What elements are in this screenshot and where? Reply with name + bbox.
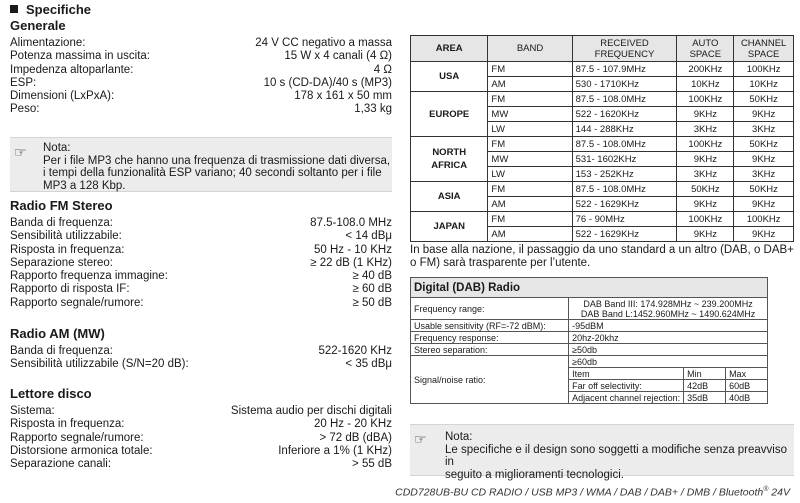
table-row: [411, 137, 794, 152]
spec-row: [10, 418, 392, 431]
spec-list: [10, 405, 392, 471]
section-title: Lettore disco: [10, 386, 92, 401]
subrow-min: 42dB: [684, 380, 726, 392]
section-lettore-disco: [10, 386, 392, 471]
spec-row: [10, 405, 392, 418]
spec-row: [10, 283, 392, 296]
spec-list: [10, 37, 392, 117]
dab-value: DAB Band III: 174.928MHz ~ 239.200MHz DAB Band L:1452.960MHz ~ 1490.624MHz: [569, 298, 768, 320]
header-band: BAND: [488, 36, 572, 62]
dab-spec-table: [410, 277, 768, 404]
spec-row: [10, 270, 392, 283]
table-row: [411, 62, 794, 77]
spec-label: ESP:: [10, 76, 37, 89]
spec-value: ≥ 40 dB: [352, 270, 392, 283]
auto-cell: 100KHz: [677, 92, 734, 107]
dab-label: Frequency range:: [411, 298, 569, 320]
spec-value: Inferiore a 1% (1 KHz): [278, 444, 392, 457]
freq-cell: 522 - 1620KHz: [572, 107, 677, 122]
spec-row: [10, 64, 392, 77]
spec-value: 20 Hz - 20 KHz: [314, 418, 392, 431]
freq-cell: 153 - 252KHz: [572, 167, 677, 182]
freq-cell: 76 - 90MHz: [572, 212, 677, 227]
spec-row: [10, 103, 392, 116]
auto-cell: 9KHz: [677, 227, 734, 242]
dab-label: Frequency response:: [411, 332, 569, 344]
header-auto-space: AUTO SPACE: [677, 36, 734, 62]
band-cell: AM: [488, 197, 572, 212]
chan-cell: 9KHz: [734, 197, 794, 212]
spec-label: Dimensioni (LxPxA):: [10, 90, 115, 103]
spec-list: [10, 217, 392, 310]
spec-row: [10, 217, 392, 230]
band-cell: LW: [488, 167, 572, 182]
dab-label: Signal/noise ratio:: [411, 356, 569, 404]
note-line: Le specifiche e il design sono soggetti a modifiche senza preavviso in: [445, 443, 788, 468]
spec-label: Rapporto frequenza immagine:: [10, 270, 168, 283]
table-row: [411, 182, 794, 197]
spec-value: ≥ 22 dB (1 KHz): [310, 256, 392, 269]
spec-label: Risposta in frequenza:: [10, 418, 125, 431]
chan-cell: 50KHz: [734, 92, 794, 107]
spec-label: Rapporto segnale/rumore:: [10, 431, 144, 444]
auto-cell: 100KHz: [677, 212, 734, 227]
auto-cell: 200KHz: [677, 62, 734, 77]
area-cell: NORTH AFRICA: [411, 137, 488, 182]
bullet-square-icon: [10, 5, 18, 13]
note-label: Nota:: [43, 142, 71, 154]
spec-row: [10, 297, 392, 310]
note-box: [410, 424, 794, 481]
area-note-text: In base alla nazione, il passaggio da uno standard a un altro (DAB, o DAB+ o FM) sarà trasparente per l’utente.: [410, 244, 794, 269]
subrow-max: 60dB: [726, 380, 768, 392]
dab-label: Usable sensitivity (RF=-72 dBM):: [411, 320, 569, 332]
pointing-hand-icon: ☞: [414, 431, 427, 447]
chan-cell: 50KHz: [734, 137, 794, 152]
table-row: [411, 212, 794, 227]
note-line: MP3 a 128 Kbp.: [43, 179, 126, 192]
spec-label: Banda di frequenza:: [10, 217, 113, 229]
spec-row: [10, 257, 392, 270]
spec-value: 24 V CC negativo a massa: [255, 37, 392, 49]
page-footer: CDD728UB-BU CD RADIO / USB MP3 / WMA / DAB / DAB+ / DMB / Bluetooth® 24V: [395, 486, 790, 499]
band-cell: FM: [488, 182, 572, 197]
spec-value: < 35 dBμ: [345, 358, 392, 371]
pointing-hand-icon: ☞: [14, 144, 27, 160]
note-label: Nota:: [445, 431, 473, 443]
spec-label: Rapporto segnale/rumore:: [10, 296, 144, 309]
auto-cell: 9KHz: [677, 197, 734, 212]
header-frequency: RECEIVED FREQUENCY: [572, 36, 677, 62]
freq-cell: 87.5 - 108.0MHz: [572, 182, 677, 197]
band-cell: FM: [488, 212, 572, 227]
band-cell: FM: [488, 62, 572, 77]
page-title: Specifiche: [10, 2, 91, 17]
spec-value: > 72 dB (dBA): [319, 431, 392, 444]
subrow-min: 35dB: [684, 392, 726, 404]
section-fm-radio: [10, 198, 392, 310]
chan-cell: 3KHz: [734, 167, 794, 182]
spec-row: [10, 37, 392, 50]
freq-cell: 87.5 - 108.0MHz: [572, 92, 677, 107]
header-channel-space: CHANNEL SPACE: [734, 36, 794, 62]
dab-value: -95dBM: [569, 320, 768, 332]
spec-value: 178 x 161 x 50 mm: [294, 90, 392, 103]
band-cell: AM: [488, 227, 572, 242]
chan-cell: 10KHz: [734, 77, 794, 92]
freq-cell: 87.5 - 107.9MHz: [572, 62, 677, 77]
spec-value: 522-1620 KHz: [318, 345, 392, 357]
spec-value: 10 s (CD-DA)/40 s (MP3): [263, 76, 392, 89]
dab-label: Stereo separation:: [411, 344, 569, 356]
spec-label: Separazione stereo:: [10, 256, 113, 269]
spec-list: [10, 345, 392, 372]
area-frequency-table: [410, 35, 794, 242]
note-line: i tempi della funzionalità ESP variano; 40 secondi soltanto per i file: [43, 167, 382, 179]
section-title: Radio AM (MW): [10, 326, 105, 341]
auto-cell: 3KHz: [677, 167, 734, 182]
subrow-item: Far off selectivity:: [569, 380, 684, 392]
auto-cell: 10KHz: [677, 77, 734, 92]
auto-cell: 50KHz: [677, 182, 734, 197]
section-title: Radio FM Stereo: [10, 198, 113, 213]
section-am-radio: [10, 326, 392, 372]
auto-cell: 3KHz: [677, 122, 734, 137]
note-line: Per i file MP3 che hanno una frequenza di trasmissione dati diversa,: [43, 154, 391, 167]
spec-label: Alimentazione:: [10, 37, 86, 49]
chan-cell: 100KHz: [734, 62, 794, 77]
spec-label: Peso:: [10, 103, 40, 116]
spec-label: Impedenza altoparlante:: [10, 63, 134, 76]
freq-cell: 87.5 - 108.0MHz: [572, 137, 677, 152]
chan-cell: 9KHz: [734, 107, 794, 122]
table-row: [411, 92, 794, 107]
spec-label: Banda di frequenza:: [10, 345, 113, 357]
section-generale: [10, 18, 392, 117]
spec-label: Sensibilità utilizzabile (S/N=20 dB):: [10, 358, 189, 371]
freq-cell: 144 - 288KHz: [572, 122, 677, 137]
band-cell: AM: [488, 77, 572, 92]
header-area: AREA: [411, 36, 488, 62]
freq-cell: 522 - 1629KHz: [572, 227, 677, 242]
spec-value: 1,33 kg: [354, 103, 392, 116]
chan-cell: 100KHz: [734, 212, 794, 227]
spec-row: [10, 77, 392, 90]
area-cell: JAPAN: [411, 212, 488, 242]
chan-cell: 9KHz: [734, 152, 794, 167]
subheader-max: Max: [726, 368, 768, 380]
spec-value: Sistema audio per dischi digitali: [230, 405, 392, 417]
dab-table-title: Digital (DAB) Radio: [411, 278, 768, 298]
spec-value: ≥ 50 dB: [352, 296, 392, 309]
chan-cell: 9KHz: [734, 227, 794, 242]
table-header-row: [411, 36, 794, 62]
spec-label: Distorsione armonica totale:: [10, 444, 153, 457]
spec-label: Risposta in frequenza:: [10, 243, 125, 256]
auto-cell: 9KHz: [677, 152, 734, 167]
chan-cell: 3KHz: [734, 122, 794, 137]
spec-row: [10, 345, 392, 358]
subheader-min: Min: [684, 368, 726, 380]
spec-row: [10, 90, 392, 103]
subrow-max: 40dB: [726, 392, 768, 404]
dab-value: ≥60db: [569, 356, 768, 368]
spec-label: Separazione canali:: [10, 458, 112, 471]
freq-cell: 522 - 1629KHz: [572, 197, 677, 212]
spec-value: 15 W x 4 canali (4 Ω): [284, 50, 392, 63]
auto-cell: 100KHz: [677, 137, 734, 152]
spec-label: Potenza massima in uscita:: [10, 50, 150, 63]
area-cell: ASIA: [411, 182, 488, 212]
spec-label: Sistema:: [10, 405, 55, 417]
spec-row: [10, 244, 392, 257]
dab-value: ≥50db: [569, 344, 768, 356]
dab-value: 20hz-20khz: [569, 332, 768, 344]
spec-value: > 55 dB: [352, 458, 392, 471]
band-cell: LW: [488, 122, 572, 137]
spec-row: [10, 432, 392, 445]
spec-row: [10, 445, 392, 458]
note-box: [10, 137, 392, 192]
spec-value: < 14 dBμ: [345, 230, 392, 243]
band-cell: FM: [488, 137, 572, 152]
spec-value: ≥ 60 dB: [352, 283, 392, 296]
freq-cell: 530 - 1710KHz: [572, 77, 677, 92]
freq-cell: 531- 1602KHz: [572, 152, 677, 167]
area-cell: EUROPE: [411, 92, 488, 137]
spec-row: [10, 50, 392, 63]
subrow-item: Adjacent channel rejection:: [569, 392, 684, 404]
area-cell: USA: [411, 62, 488, 92]
spec-value: 4 Ω: [373, 63, 392, 76]
spec-label: Sensibilità utilizzabile:: [10, 230, 122, 243]
auto-cell: 9KHz: [677, 107, 734, 122]
band-cell: MW: [488, 107, 572, 122]
band-cell: FM: [488, 92, 572, 107]
spec-row: [10, 358, 392, 371]
spec-value: 50 Hz - 10 KHz: [314, 243, 392, 256]
band-cell: MW: [488, 152, 572, 167]
subheader-item: Item: [569, 368, 684, 380]
chan-cell: 50KHz: [734, 182, 794, 197]
spec-value: 87.5-108.0 MHz: [310, 217, 392, 229]
spec-row: [10, 458, 392, 471]
spec-row: [10, 230, 392, 243]
section-title: Generale: [10, 18, 66, 33]
note-line: seguito a miglioramenti tecnologici.: [445, 468, 624, 481]
spec-label: Rapporto di risposta IF:: [10, 283, 130, 296]
